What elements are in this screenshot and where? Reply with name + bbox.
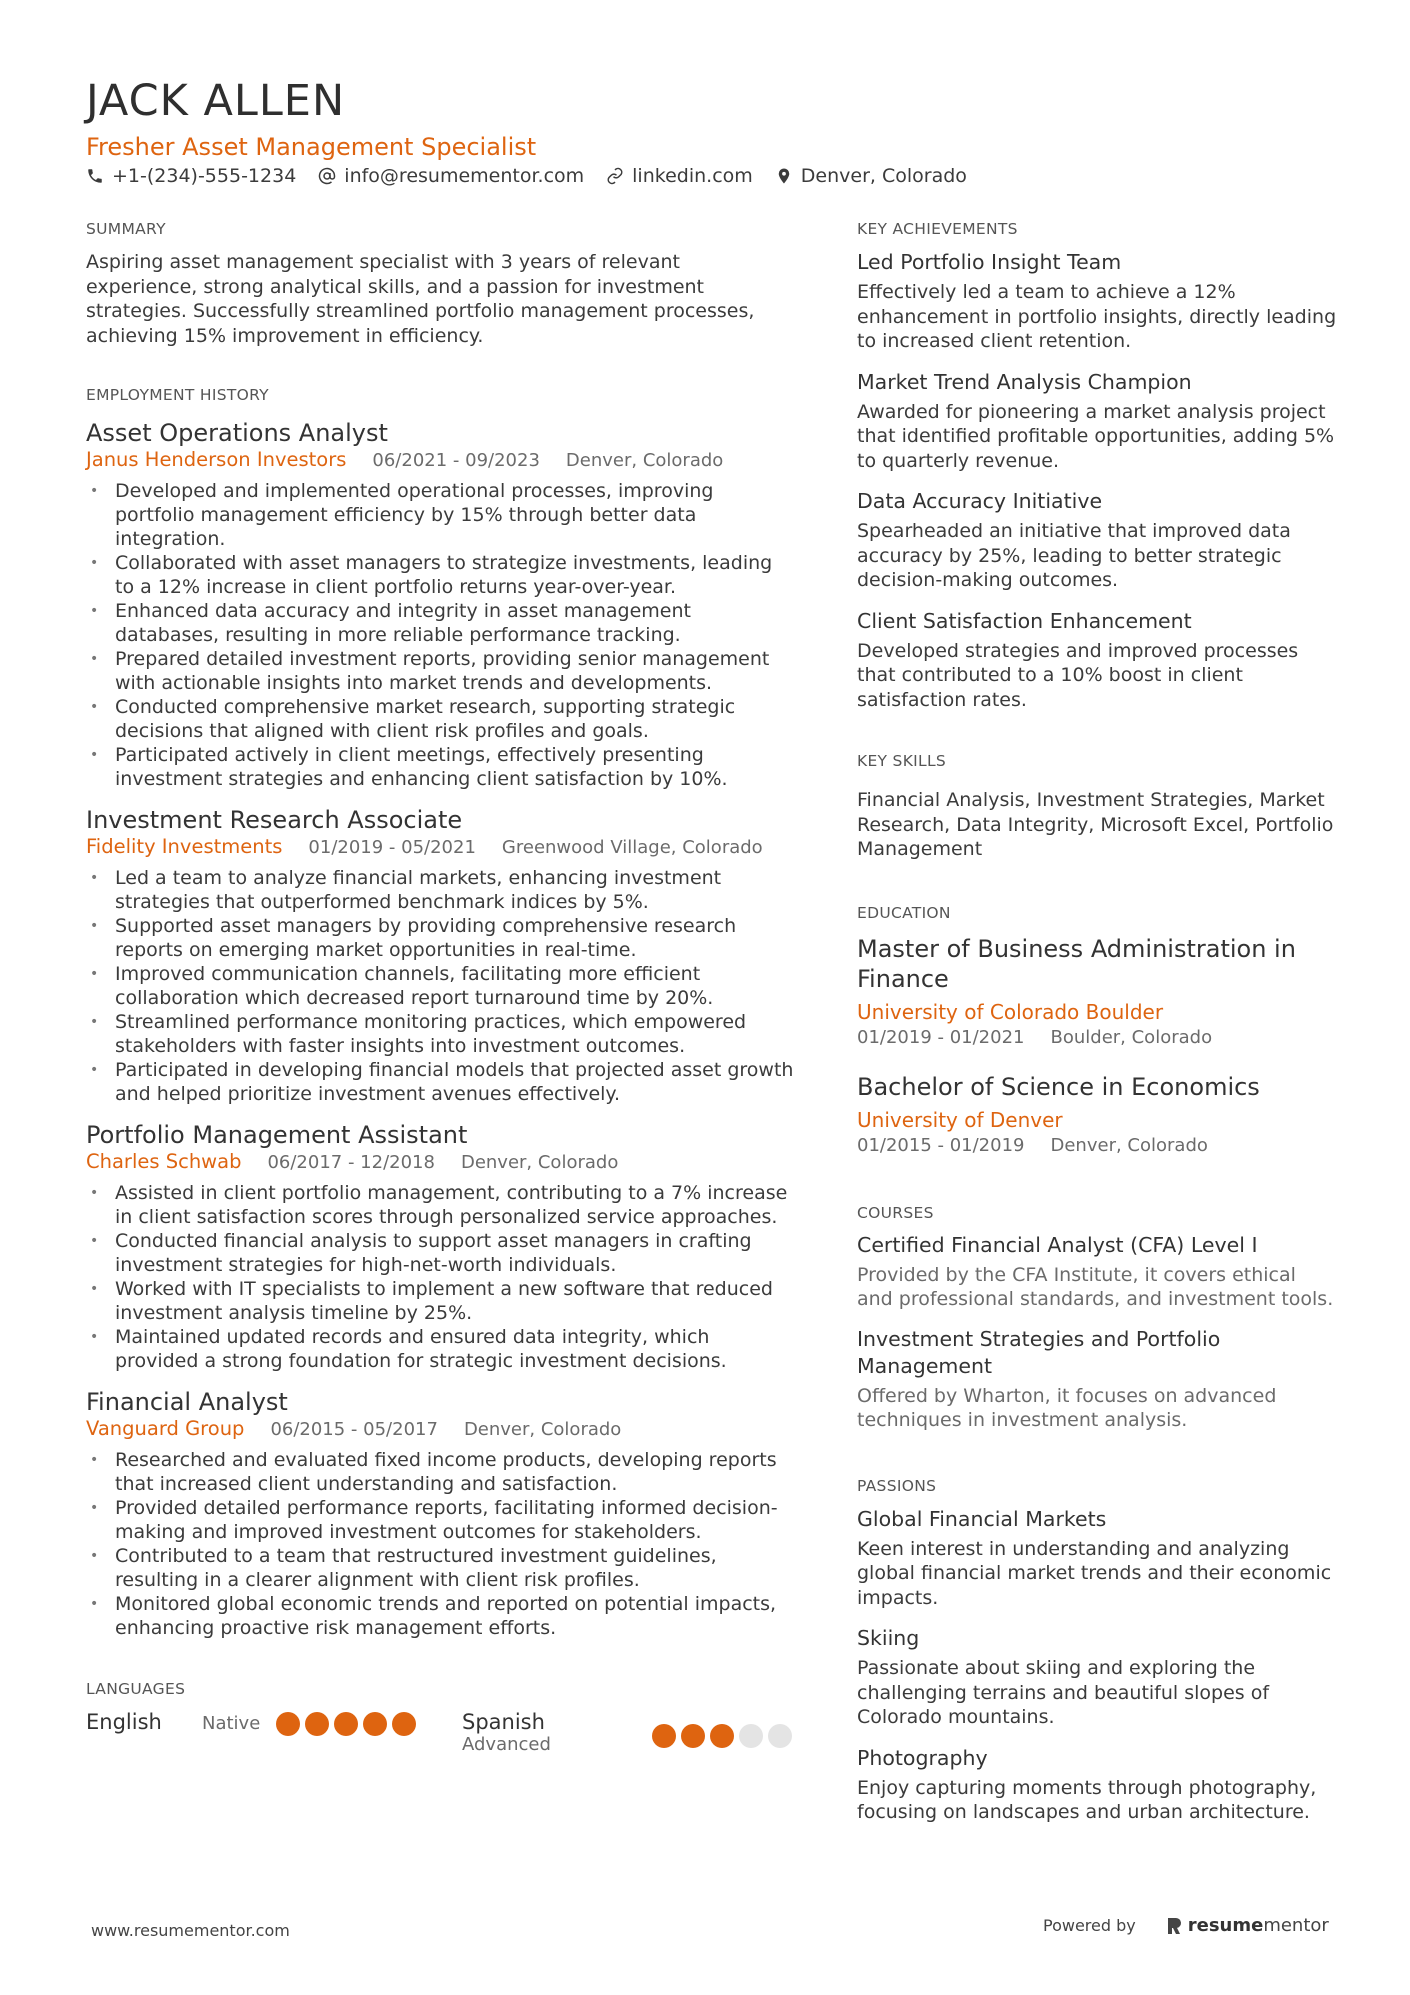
passion-item (857, 1624, 1337, 1730)
job-bullet: • Improved communication channels, facilitating more efficient collaboration which decreased report turnaround time by 20%. (86, 962, 796, 1010)
candidate-headline: Fresher Asset Management Specialist (86, 133, 537, 161)
achievement-item (857, 607, 1337, 713)
achievement-desc: Awarded for pioneering a market analysis project that identified profitable opportunities, adding 5% to quarterly revenue. (857, 400, 1335, 472)
job-dates: 06/2017 - 12/2018 (267, 1152, 435, 1173)
job-bullet: • Maintained updated records and ensured data integrity, which provided a strong foundation for strategic investment decisions. (86, 1325, 796, 1373)
passions-section (857, 1477, 1337, 1825)
achievement-desc: Effectively led a team to achieve a 12% enhancement in portfolio insights, directly leading to increased client retention. (857, 281, 1337, 352)
contact-bar (86, 165, 989, 187)
footer-branding (1043, 1915, 1329, 1936)
achievement-title: Market Trend Analysis Champion (857, 369, 1192, 394)
achievements-section (857, 220, 1337, 712)
course-desc: Offered by Wharton, it focuses on advanced techniques in investment analysis. (857, 1384, 1277, 1431)
rating-dot-filled (681, 1724, 705, 1748)
course-item (857, 1232, 1337, 1312)
achievement-title: Client Satisfaction Enhancement (857, 608, 1192, 633)
rating-dot-filled (334, 1712, 358, 1736)
courses-title: COURSES (857, 1203, 934, 1222)
job-title: Asset Operations Analyst (86, 419, 388, 447)
job-bullet: • Conducted financial analysis to support asset managers in crafting investment strategies for high-net-worth individuals. (86, 1229, 796, 1277)
candidate-name: JACK ALLEN (86, 76, 346, 126)
resumementor-logo-icon (1166, 1916, 1182, 1936)
footer-website[interactable]: www.resumementor.com (91, 1921, 290, 1940)
job-title: Portfolio Management Assistant (86, 1121, 468, 1149)
contact-phone[interactable] (86, 165, 296, 187)
education-item (857, 1072, 1337, 1158)
achievements-title: KEY ACHIEVEMENTS (857, 220, 1018, 238)
job-bullet: • Led a team to analyze financial markets, enhancing investment strategies that outperformed benchmark indices by 5%. (86, 866, 796, 914)
achievement-desc: Spearheaded an initiative that improved data accuracy by 25%, leading to better strategic decision-making outcomes. (857, 520, 1291, 591)
contact-linkedin-text: linkedin.com (632, 165, 753, 187)
job-company: Charles Schwab (86, 1150, 242, 1173)
language-level: Native (202, 1713, 261, 1734)
job-bullet: • Conducted comprehensive market research, supporting strategic decisions that aligned with client risk profiles and goals. (86, 695, 796, 743)
job-bullet: • Supported asset managers by providing comprehensive research reports on emerging market opportunities in real-time. (86, 914, 796, 962)
job-dates: 06/2021 - 09/2023 (372, 450, 540, 471)
job-bullets (86, 479, 796, 791)
employment-section (86, 386, 796, 1640)
language-item (86, 1710, 162, 1734)
job-dates: 01/2019 - 05/2021 (308, 837, 476, 858)
passion-desc: Keen interest in understanding and analyzing global financial market trends and their economic impacts. (857, 1537, 1332, 1609)
course-title: Investment Strategies and Portfolio Management (857, 1326, 1221, 1378)
skills-section (857, 752, 1337, 862)
job-bullet: • Participated actively in client meetings, effectively presenting investment strategies and enhancing client satisfaction by 10%. (86, 743, 796, 791)
job-bullet: • Streamlined performance monitoring practices, which empowered stakeholders with faster insights into investment outcomes. (86, 1010, 796, 1058)
course-item (857, 1326, 1337, 1433)
passion-item (857, 1744, 1337, 1825)
job-bullet: • Developed and implemented operational processes, improving portfolio management efficiency by 15% through better data integration. (86, 479, 796, 551)
achievement-item (857, 487, 1337, 593)
job-meta (86, 1417, 796, 1442)
contact-location (775, 165, 967, 187)
location-pin-icon (775, 167, 793, 185)
rating-dot-filled (305, 1712, 329, 1736)
right-column (857, 220, 1337, 1825)
job-bullets (86, 866, 796, 1106)
language-rating (652, 1724, 797, 1748)
passion-item (857, 1505, 1337, 1611)
contact-phone-text: +1-(234)-555-1234 (112, 165, 297, 187)
job-entry (86, 805, 796, 1106)
course-title: Certified Financial Analyst (CFA) Level I (857, 1232, 1258, 1257)
job-bullet: • Enhanced data accuracy and integrity in asset management databases, resulting in more reliable performance tracking. (86, 599, 796, 647)
education-title: EDUCATION (857, 903, 951, 922)
job-meta (86, 1150, 796, 1175)
passion-desc: Passionate about skiing and exploring the challenging terrains and beautiful slopes of Colorado mountains. (857, 1657, 1270, 1728)
job-dates: 06/2015 - 05/2017 (270, 1419, 438, 1440)
job-bullet: • Prepared detailed investment reports, providing senior management with actionable insights into market trends and developments. (86, 647, 796, 695)
job-company: Fidelity Investments (86, 835, 283, 858)
summary-text: Aspiring asset management specialist with 3 years of relevant experience, strong analytical skills, and a passion for investment strategies. Successfully streamlined portfolio management processes, achieving 15% improvement in efficiency. (86, 251, 755, 347)
rating-dot-filled (652, 1724, 676, 1748)
skills-title: KEY SKILLS (857, 752, 947, 770)
job-entry (86, 1387, 796, 1640)
job-bullet: • Monitored global economic trends and reported on potential impacts, enhancing proactive risk management efforts. (86, 1592, 796, 1640)
job-meta (86, 835, 796, 860)
contact-email-text: info@resumementor.com (344, 165, 585, 187)
job-company: Janus Henderson Investors (86, 448, 347, 471)
job-location: Denver, Colorado (463, 1419, 622, 1440)
languages-row (86, 1710, 796, 1760)
brand-logo[interactable] (1166, 1915, 1329, 1936)
language-name: Spanish (462, 1710, 545, 1734)
rating-dot-filled (363, 1712, 387, 1736)
passion-title: Skiing (857, 1626, 920, 1650)
language-name: English (86, 1710, 162, 1734)
summary-section (86, 220, 796, 348)
achievement-title: Led Portfolio Insight Team (857, 250, 1122, 274)
education-section (857, 904, 1337, 1158)
summary-title: SUMMARY (86, 220, 166, 238)
job-bullet: • Collaborated with asset managers to strategize investments, leading to a 12% increase in client portfolio returns year-over-year. (86, 551, 796, 599)
job-title: Financial Analyst (86, 1388, 288, 1416)
education-meta (857, 1134, 1337, 1158)
job-meta (86, 448, 796, 473)
job-bullet: • Assisted in client portfolio management, contributing to a 7% increase in client satisfaction scores through personalized service approaches. (86, 1181, 796, 1229)
language-item (462, 1710, 551, 1755)
education-degree: Master of Business Administration in Finance (857, 934, 1296, 993)
contact-linkedin[interactable] (606, 165, 753, 187)
education-degree: Bachelor of Science in Economics (857, 1072, 1260, 1101)
job-location: Denver, Colorado (565, 450, 724, 471)
at-icon (318, 167, 336, 185)
phone-icon (86, 167, 104, 185)
course-desc: Provided by the CFA Institute, it covers ethical and professional standards, and investment tools. (857, 1263, 1334, 1310)
achievement-item (857, 368, 1337, 474)
employment-title: EMPLOYMENT HISTORY (86, 386, 269, 404)
job-bullet: • Contributed to a team that restructured investment guidelines, resulting in a clearer alignment with client risk profiles. (86, 1544, 796, 1592)
languages-title: LANGUAGES (86, 1680, 186, 1698)
rating-dot-filled (392, 1712, 416, 1736)
job-bullets (86, 1181, 796, 1373)
link-icon (606, 167, 624, 185)
job-location: Denver, Colorado (460, 1152, 619, 1173)
job-entry (86, 418, 796, 791)
job-title: Investment Research Associate (86, 806, 463, 834)
passions-title: PASSIONS (857, 1476, 937, 1495)
education-location: Denver, Colorado (1050, 1134, 1208, 1156)
job-entry (86, 1120, 796, 1373)
job-bullet: • Participated in developing financial models that projected asset growth and helped prioritize investment avenues effectively. (86, 1058, 796, 1106)
language-rating (276, 1712, 421, 1736)
rating-dot-empty (768, 1724, 792, 1748)
education-dates: 01/2019 - 01/2021 (857, 1026, 1025, 1048)
rating-dot-filled (276, 1712, 300, 1736)
achievement-desc: Developed strategies and improved processes that contributed to a 10% boost in client satisfaction rates. (857, 639, 1299, 711)
job-bullet: • Worked with IT specialists to implement a new software that reduced investment analysis timeline by 25%. (86, 1277, 796, 1325)
education-item (857, 934, 1337, 1050)
skills-text: Financial Analysis, Investment Strategies, Market Research, Data Integrity, Microsoft Excel, Portfolio Management (857, 789, 1334, 860)
contact-location-text: Denver, Colorado (800, 165, 967, 187)
education-location: Boulder, Colorado (1050, 1026, 1213, 1048)
brand-name-bold: resume (1187, 1915, 1264, 1936)
powered-by-label: Powered by (1043, 1916, 1136, 1935)
education-school: University of Colorado Boulder (857, 999, 1164, 1024)
job-location: Greenwood Village, Colorado (501, 837, 763, 858)
passion-title: Global Financial Markets (857, 1506, 1107, 1531)
passion-desc: Enjoy capturing moments through photography, focusing on landscapes and urban architecture. (857, 1776, 1317, 1823)
languages-section (86, 1680, 796, 1760)
rating-dot-filled (710, 1724, 734, 1748)
job-bullets (86, 1448, 796, 1640)
language-level: Advanced (462, 1734, 551, 1755)
passion-title: Photography (857, 1745, 988, 1770)
job-bullet: • Researched and evaluated fixed income products, developing reports that increased client understanding and satisfaction. (86, 1448, 796, 1496)
language-level-wrap (202, 1713, 260, 1734)
job-bullet: • Provided detailed performance reports, facilitating informed decision-making and improved investment outcomes for stakeholders. (86, 1496, 796, 1544)
left-column (86, 220, 796, 1760)
job-company: Vanguard Group (86, 1417, 245, 1440)
education-meta (857, 1026, 1337, 1050)
achievement-item (857, 248, 1337, 354)
education-school: University of Denver (857, 1107, 1063, 1132)
brand-name-rest: mentor (1263, 1915, 1329, 1936)
courses-section (857, 1204, 1337, 1433)
rating-dot-empty (739, 1724, 763, 1748)
achievement-title: Data Accuracy Initiative (857, 489, 1103, 513)
education-dates: 01/2015 - 01/2019 (857, 1134, 1025, 1156)
contact-email[interactable] (318, 165, 584, 187)
